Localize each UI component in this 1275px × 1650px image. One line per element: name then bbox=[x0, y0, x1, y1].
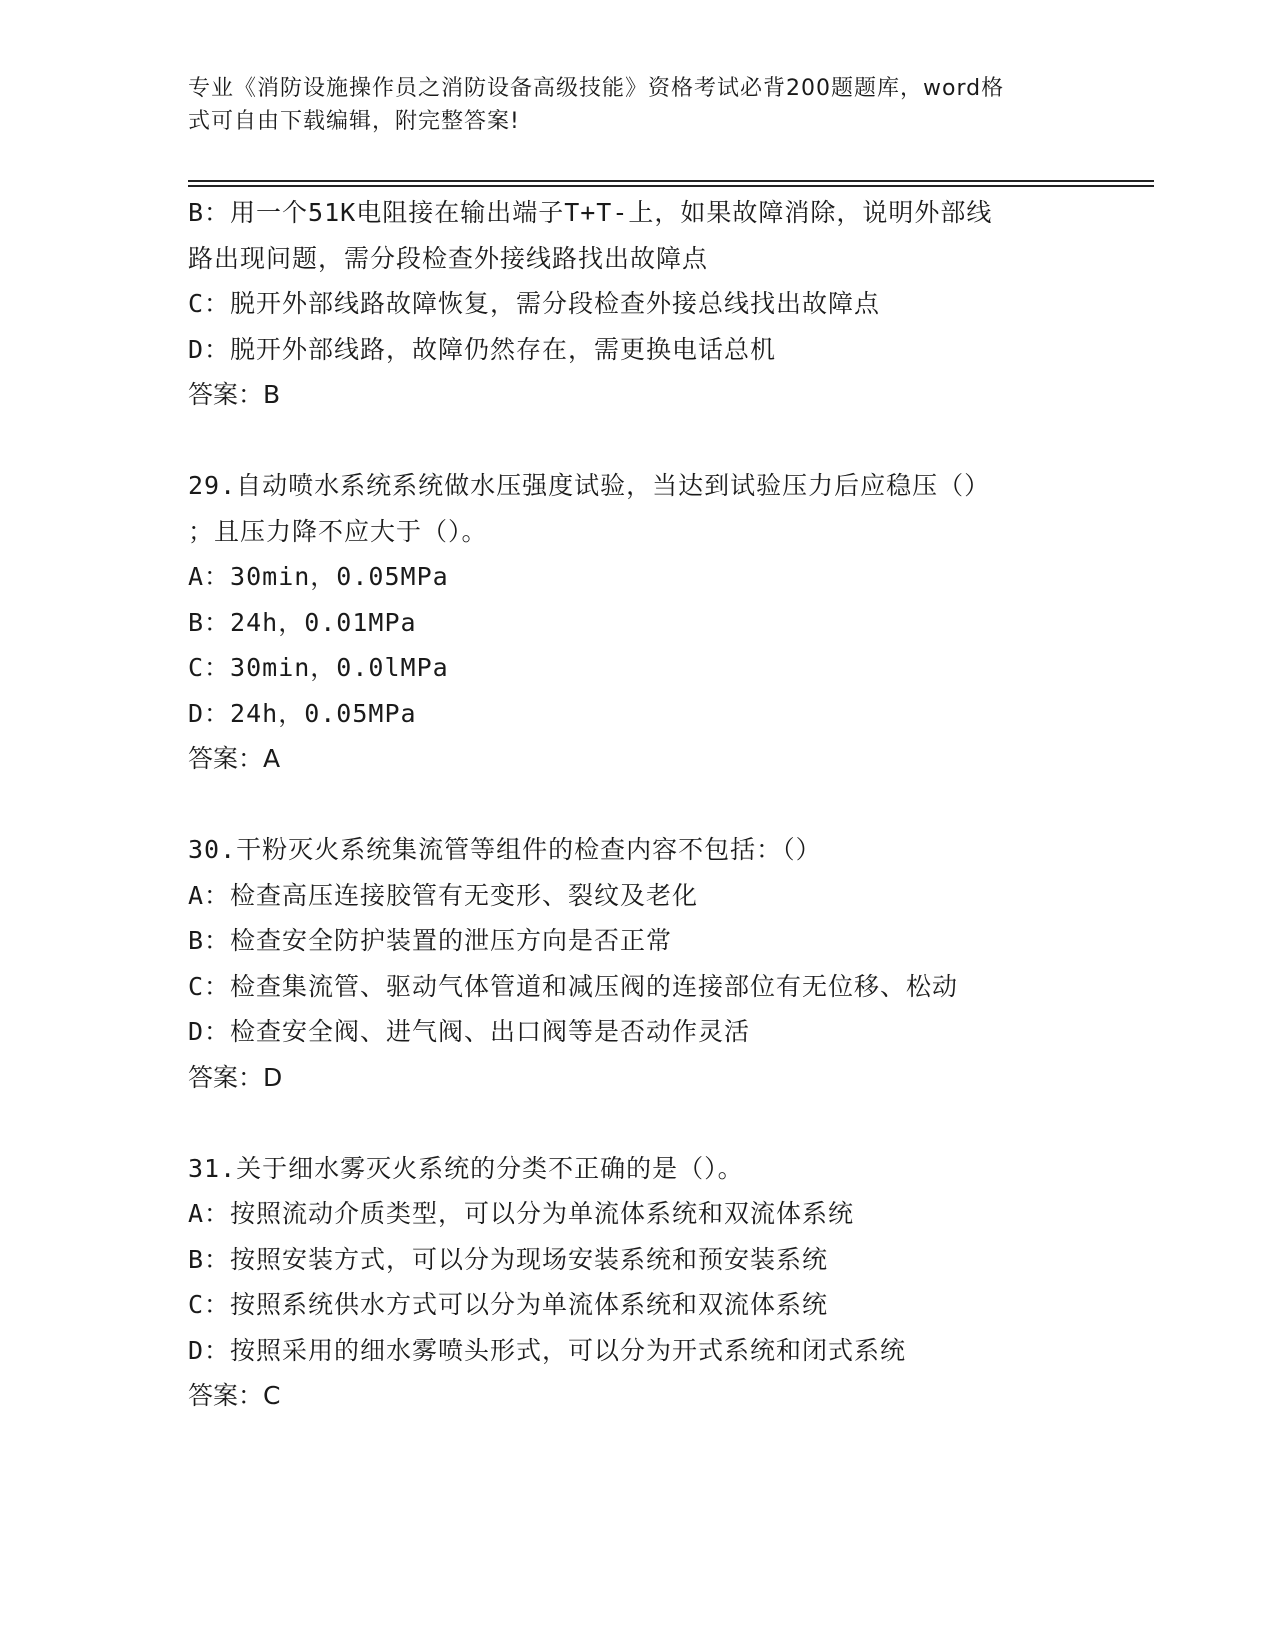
option-d: D：检查安全阀、进气阀、出口阀等是否动作灵活 bbox=[188, 1017, 751, 1046]
option-b: B：按照安装方式，可以分为现场安装系统和预安装系统 bbox=[188, 1244, 829, 1274]
question-31 bbox=[188, 1146, 1148, 1419]
spacer bbox=[188, 418, 1148, 464]
option-b-line-1: B：用一个51K电阻接在输出端子T+T-上，如果故障消除，说明外部线 bbox=[188, 198, 993, 227]
option-c: C：按照系统供水方式可以分为单流体系统和双流体系统 bbox=[188, 1290, 829, 1319]
option-a: A：30min，0.05MPa bbox=[188, 562, 449, 591]
option-d: D：按照采用的细水雾喷头形式，可以分为开式系统和闭式系统 bbox=[188, 1335, 907, 1365]
option-c: C：30min，0.0lMPa bbox=[188, 653, 449, 682]
option-b: B：检查安全防护装置的泄压方向是否正常 bbox=[188, 926, 673, 955]
option-b: B：24h，0.01MPa bbox=[188, 607, 417, 637]
spacer bbox=[188, 1100, 1148, 1146]
question-30 bbox=[188, 827, 1148, 1100]
option-b-line-2: 路出现问题，需分段检查外接线路找出故障点 bbox=[188, 243, 709, 273]
option-c: C：检查集流管、驱动气体管道和减压阀的连接部位有无位移、松动 bbox=[188, 971, 959, 1001]
document-header bbox=[188, 72, 1088, 138]
header-line-2: 式可自由下载编辑，附完整答案! bbox=[188, 109, 520, 134]
header-divider-top bbox=[188, 180, 1154, 182]
header-divider-bottom bbox=[188, 185, 1154, 187]
document-body bbox=[188, 190, 1148, 1419]
option-d: D：脱开外部线路，故障仍然存在，需更换电话总机 bbox=[188, 334, 777, 364]
answer: 答案：C bbox=[188, 1381, 281, 1410]
question-28-continued bbox=[188, 190, 1148, 418]
header-line-1: 专业《消防设施操作员之消防设备高级技能》资格考试必背200题题库，word格 bbox=[188, 76, 1005, 101]
question-stem: 31.关于细水雾灭火系统的分类不正确的是（）。 bbox=[188, 1153, 744, 1183]
spacer bbox=[188, 782, 1148, 828]
answer: 答案：B bbox=[188, 380, 281, 409]
option-a: A：检查高压连接胶管有无变形、裂纹及老化 bbox=[188, 880, 699, 910]
question-stem-line-1: 29.自动喷水系统系统做水压强度试验，当达到试验压力后应稳压（） bbox=[188, 471, 991, 500]
question-29 bbox=[188, 463, 1148, 782]
question-stem: 30.干粉灭火系统集流管等组件的检查内容不包括：（） bbox=[188, 835, 822, 864]
question-stem-line-2: ；且压力降不应大于（）。 bbox=[188, 516, 488, 546]
option-c: C：脱开外部线路故障恢复，需分段检查外接总线找出故障点 bbox=[188, 289, 881, 318]
answer: 答案：A bbox=[188, 744, 281, 773]
option-a: A：按照流动介质类型，可以分为单流体系统和双流体系统 bbox=[188, 1199, 855, 1228]
answer: 答案：D bbox=[188, 1062, 283, 1092]
option-d: D：24h，0.05MPa bbox=[188, 698, 417, 728]
